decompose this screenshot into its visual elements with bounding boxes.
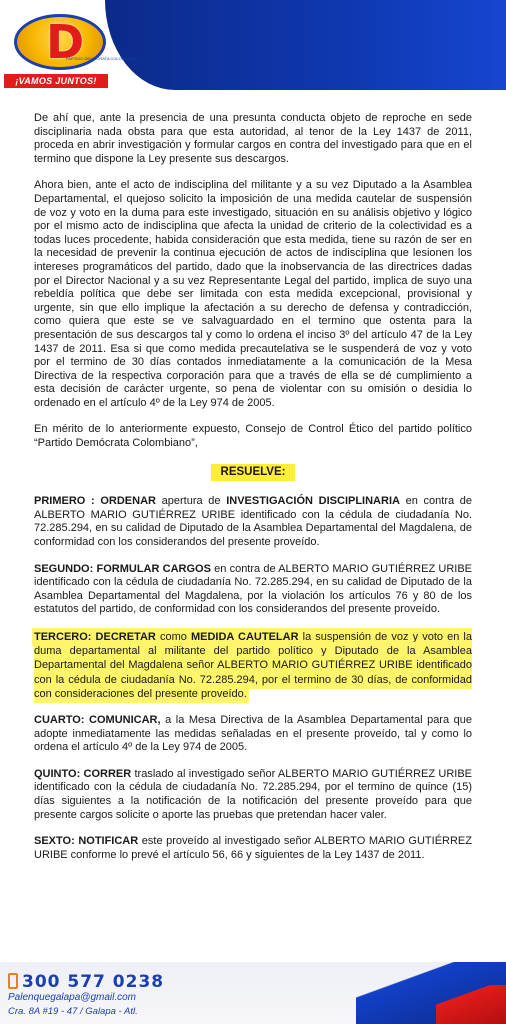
resuelve-heading-wrap	[34, 464, 472, 482]
article-primero	[34, 495, 472, 549]
tercero-text-c: la suspensión de voz y voto en la duma departamental al militante del partido político y Diputado de la Asamblea Departamental del Magdalena señor ALBERTO MARIO GUTIÉRREZ URIBE identificado con la cédula de ciudadanía No. 72.285.294, por el termino de 30 días, de conformidad con consideraciones del presente proveído.	[34, 631, 472, 700]
primero-text-a: apertura de	[155, 495, 227, 508]
logo-subtext: PARTIDO DEMÓCRATA COLOMBIANO	[66, 56, 138, 61]
article-quinto	[34, 768, 472, 822]
tercero-highlight	[32, 628, 472, 703]
cuarto-label: CUARTO: COMUNICAR,	[34, 714, 161, 727]
paragraph-2: Ahora bien, ante el acto de indisciplina del militante y a su vez Diputado a la Asamblea Departamental, el quejoso solicito la imposición de una medida cautelar de suspensión de voz y voto en la duma para este investigado, situación en su análisis objetivo y lógico por el mismo acto de indisciplina que afecta la unidad de criterio de la colectividad es a todas luces procedente, habida consideración que esta medida, tiene su razón de ser en la necesidad de prevenir la continua ejecución de actos de indisciplina que lesionen los intereses programáticos del partido, dado que la inobservancia de las directrices dadas por el Director Nacional y a su vez Representante Legal del partido, implica de suyo una rebeldía política que debe ser limitada con esta medida excepcional, provisional y urgente, sin que ello implique la afectación a su derecho de defensa y contradicción, como quiera que este se ve salvaguardado en el termino que ostenta para la presentación de sus descargos tal y como lo ordena el inciso 3º del artículo 47 de la Ley 1437 de 2011. Esa si que como medida precautelativa se le suspenderá de voz y voto por el termino de 30 días contados inmediatamente a la comunicación de la Mesa Directiva de la respectiva corporación para que a través de ella se dé cumplimiento a esta decisión de carácter urgente, so pena de violentar con su omisión o desidia lo ordenado en el artículo 4º de la Ley 974 de 2005.	[34, 179, 472, 409]
article-tercero	[34, 630, 472, 701]
footer-red-stripe	[436, 985, 506, 1024]
quinto-text: traslado al investigado señor ALBERTO MARIO GUTIÉRREZ URIBE identificado con la cédula de ciudadanía No. 72.285.294, por el termino de quince (15) días siguientes a la notificación de la notificación del presente proveído para que presente cargos solicite o aporte las pruebas que pretendan hacer valer.	[34, 767, 472, 821]
slogan-banner: ¡VAMOS JUNTOS!	[4, 74, 108, 88]
primero-text-c: en contra de ALBERTO MARIO GUTIÉRREZ URIBE identificado con la cédula de ciudadanía No. 72.285.294, en su calidad de Diputado de la Asamblea Departamental del Magdalena, de conformidad con los considerandos del presente proveído.	[34, 495, 473, 549]
tercero-emphasis: MEDIDA CAUTELAR	[190, 631, 299, 643]
segundo-text: en contra de ALBERTO MARIO GUTIÉRREZ URIBE identificado con la cédula de ciudadanía No. 72.285.294, en su calidad de Diputado de la Asamblea Departamental del Magdalena, por la violación los artículos 76 y 80 de los estatutos del partido, de conformidad con los considerandos del presente proveído.	[34, 562, 473, 616]
footer-phone	[8, 972, 164, 992]
sexto-label: SEXTO: NOTIFICAR	[34, 835, 139, 848]
cuarto-text: a la Mesa Directiva de la Asamblea Departamental para que adopte inmediatamente las medidas señaladas en el presente proveído, tal y como lo ordena el artículo 4º de la Ley 974 de 2005.	[34, 714, 472, 754]
paragraph-3: En mérito de lo anteriormente expuesto, Consejo de Control Ético del partido político “Partido Demócrata Colombiano”,	[34, 423, 472, 450]
tercero-text-a: como	[155, 631, 191, 643]
primero-label: PRIMERO : ORDENAR	[34, 495, 156, 508]
footer-email: Palenquegalapa@gmail.com	[8, 992, 137, 1003]
letterhead	[0, 0, 506, 92]
quinto-label: QUINTO: CORRER	[34, 767, 132, 780]
document-body	[34, 112, 472, 875]
tercero-label: TERCERO: DECRETAR	[34, 631, 156, 643]
sexto-text: este proveído al investigado señor ALBERTO MARIO GUTIÉRREZ URIBE conforme lo prevé el artículo 56, 66 y siguientes de la Ley 1437 de 2011.	[34, 835, 472, 861]
article-segundo	[34, 563, 472, 617]
logo-d-letter: D	[46, 15, 85, 69]
footer-address: Cra. 8A #19 - 47 / Galapa - Atl.	[8, 1006, 138, 1017]
phone-icon	[8, 973, 18, 989]
resuelve-heading: RESUELVE:	[211, 464, 296, 482]
paragraph-1: De ahí que, ante la presencia de una presunta conducta objeto de reproche en sede disciplinaria nada obsta para que esta autoridad, al tenor de la Ley 1437 de 2011, proceda en abrir investigación y formular cargos en contra del investigado para que en el termino que dispone la Ley presente sus descargos.	[34, 112, 472, 165]
segundo-label: SEGUNDO: FORMULAR CARGOS	[34, 562, 211, 575]
primero-emphasis: INVESTIGACIÓN DISCIPLINARIA	[226, 495, 400, 508]
header-blue-band	[105, 0, 506, 90]
footer-phone-number: 300 577 0238	[22, 972, 165, 992]
article-cuarto	[34, 714, 472, 755]
article-sexto	[34, 835, 472, 862]
